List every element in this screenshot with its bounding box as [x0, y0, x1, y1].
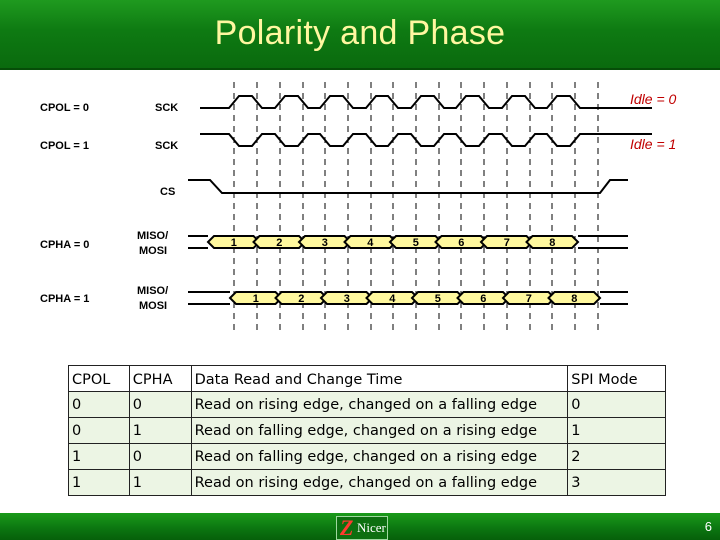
label-mm1-line2: MOSI: [139, 300, 168, 312]
cell-spi-mode: 3: [568, 470, 666, 496]
spi-mode-table: [68, 365, 666, 496]
mosi-cpha1-bit-number: 7: [525, 293, 532, 305]
mosi-cpha0-bit-number: 1: [230, 237, 237, 249]
mosi-cpha0-bit-number: 5: [412, 237, 419, 249]
page-number: 6: [704, 519, 712, 534]
cell-spi-mode: 1: [568, 418, 666, 444]
cell-data-time: Read on falling edge, changed on a rising edge: [191, 418, 568, 444]
mosi-cpha1-bit-number: 5: [434, 293, 441, 305]
label-sck1: SCK: [155, 140, 179, 152]
idle-label-1: Idle = 1: [630, 136, 677, 152]
signal-labels: [40, 91, 677, 312]
label-cpha1: CPHA = 1: [40, 293, 90, 305]
mosi-cpha1-bit-number: 4: [389, 293, 396, 305]
label-cpol1: CPOL = 1: [40, 140, 90, 152]
header-spi-mode: SPI Mode: [568, 366, 666, 392]
mosi-cpha0-bit-number: 8: [549, 237, 556, 249]
cell-cpol: 1: [69, 470, 130, 496]
mosi-cpha1-bit-number: 1: [252, 293, 259, 305]
mosi-cpha1-bit-number: 6: [480, 293, 487, 305]
sck-cpol0-waveform: [200, 96, 600, 108]
cs-waveform: [188, 180, 628, 193]
cell-spi-mode: 2: [568, 444, 666, 470]
cell-cpha: 1: [129, 470, 191, 496]
mosi-cpha0-bit-number: 7: [503, 237, 510, 249]
timing-signals: [188, 96, 652, 305]
znicer-logo: [336, 516, 388, 540]
header-cpol: CPOL: [69, 366, 130, 392]
table-row: [69, 470, 666, 496]
cell-cpha: 0: [129, 392, 191, 418]
header-cpha: CPHA: [129, 366, 191, 392]
label-mm0-line2: MOSI: [139, 245, 168, 257]
page-title: Polarity and Phase: [214, 14, 506, 52]
cell-cpha: 0: [129, 444, 191, 470]
cell-spi-mode: 0: [568, 392, 666, 418]
label-mm1-line1: MISO/: [137, 285, 169, 297]
sck-cpol1-waveform: [200, 134, 600, 146]
table-row: [69, 392, 666, 418]
table-row: [69, 444, 666, 470]
cell-cpol: 0: [69, 392, 130, 418]
label-cpol0: CPOL = 0: [40, 102, 90, 114]
table-row: [69, 418, 666, 444]
mosi-cpha0-bit-number: 4: [367, 237, 374, 249]
logo-z: Z: [340, 515, 354, 540]
title-bar: [0, 0, 720, 70]
idle-label-0: Idle = 0: [630, 91, 677, 107]
mosi-cpha1-bit-number: 2: [298, 293, 305, 305]
mosi-cpha1-bit-number: 3: [343, 293, 350, 305]
mosi-cpha0-bit-number: 3: [321, 237, 328, 249]
cell-cpol: 0: [69, 418, 130, 444]
cell-data-time: Read on rising edge, changed on a falling edge: [191, 470, 568, 496]
cell-cpol: 1: [69, 444, 130, 470]
label-cpha0: CPHA = 0: [40, 239, 90, 251]
label-mm0-line1: MISO/: [137, 230, 169, 242]
cell-cpha: 1: [129, 418, 191, 444]
label-sck0: SCK: [155, 102, 179, 114]
spi-timing-diagram: [0, 76, 720, 346]
mosi-cpha0-bit-number: 2: [276, 237, 283, 249]
logo-text: Nicer: [357, 520, 386, 535]
header-data-time: Data Read and Change Time: [191, 366, 568, 392]
cell-data-time: Read on rising edge, changed on a falling edge: [191, 392, 568, 418]
cell-data-time: Read on falling edge, changed on a rising edge: [191, 444, 568, 470]
mosi-cpha1-bit-number: 8: [571, 293, 578, 305]
label-cs: CS: [160, 186, 176, 198]
table-header-row: [69, 366, 666, 392]
mosi-cpha0-bit-number: 6: [458, 237, 465, 249]
